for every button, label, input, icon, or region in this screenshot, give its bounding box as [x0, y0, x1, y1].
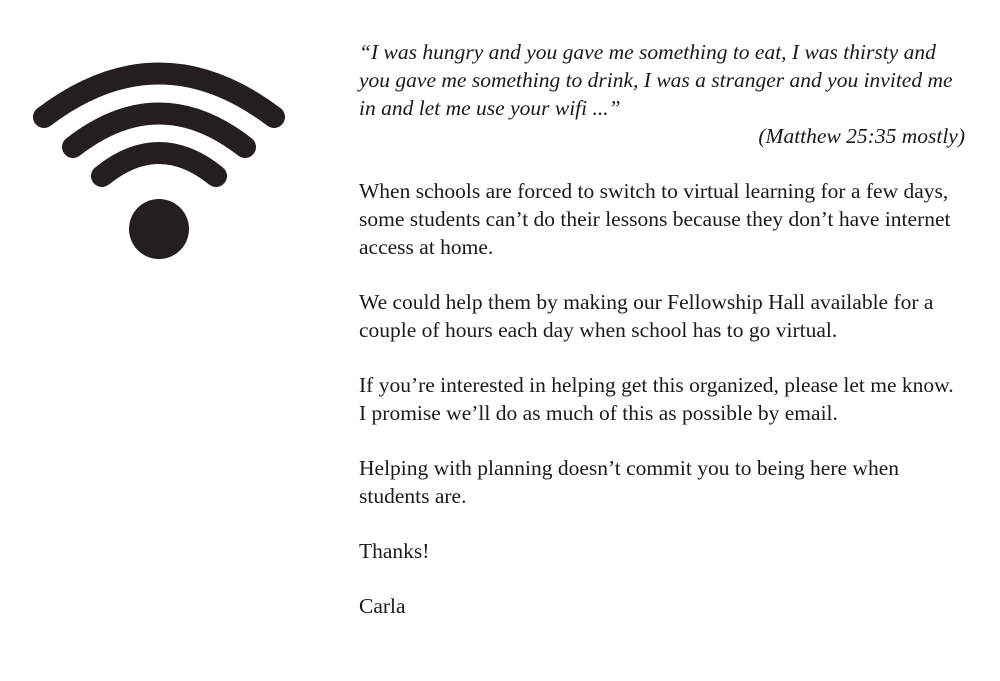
scripture-citation: (Matthew 25:35 mostly) — [758, 124, 965, 148]
paragraph-planning-note: Helping with planning doesn’t commit you to being here when students are. — [359, 456, 899, 508]
flyer-text — [359, 38, 965, 620]
wifi-icon — [30, 55, 290, 265]
paragraph-virtual-learning: When schools are forced to switch to virtual learning for a few days, some students can’t do their lessons because they don’t have internet access at home. — [359, 179, 951, 259]
paragraph-fellowship-hall: We could help them by making our Fellowship Hall available for a couple of hours each day when school has to go virtual. — [359, 290, 934, 342]
signature: Carla — [359, 594, 406, 618]
scripture-quote: “I was hungry and you gave me something to eat, I was thirsty and you gave me something to drink, I was a stranger and you invited me in and let me use your wifi ...” — [359, 40, 953, 120]
wifi-arc-middle — [73, 114, 245, 148]
wifi-arc-inner — [102, 153, 216, 176]
wifi-dot — [129, 199, 189, 259]
paragraph-volunteer-request: If you’re interested in helping get this organized, please let me know. I promise we’ll do as much of this as possible by email. — [359, 373, 954, 425]
closing-thanks: Thanks! — [359, 539, 430, 563]
